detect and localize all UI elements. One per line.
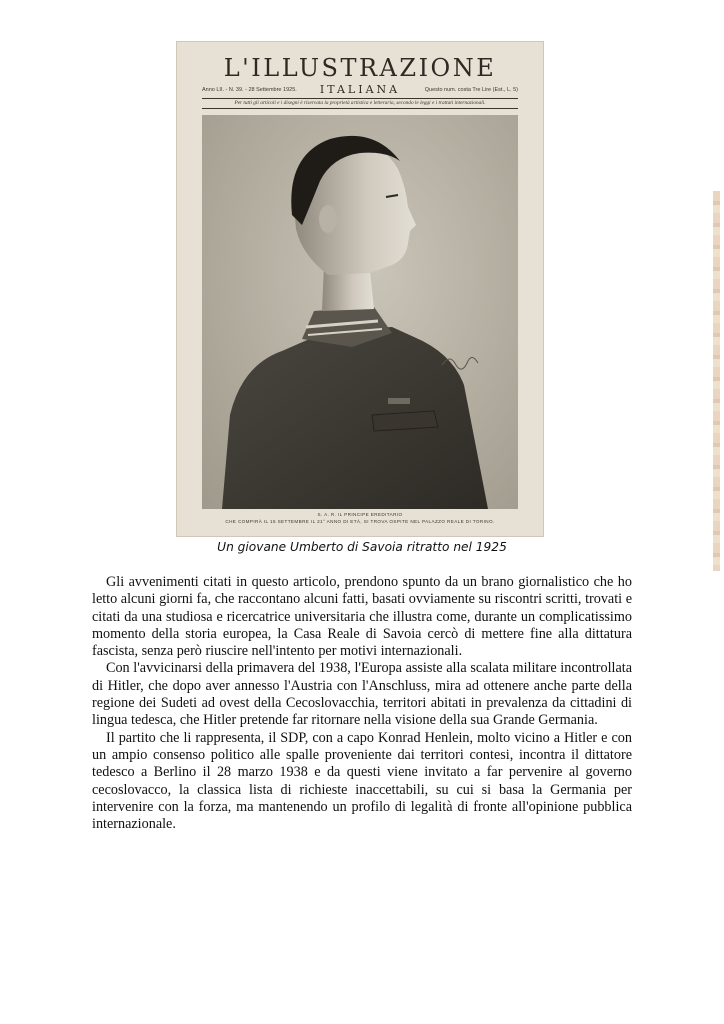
masthead-rule-bottom (202, 108, 518, 109)
article-body (92, 574, 632, 833)
paragraph: Gli avvenimenti citati in questo articolo, prendono spunto da un brano giornalistico che ho letto alcuni giorni fa, che raccontano alcuni fatti, basati ovviamente su riscontri scritti, trovati e citati da una studiosa e ricercatrice universitaria che illustra come, durante un complicatissimo momento della storia europea, la Casa Reale di Savoia cercò di mettere fine alla dittatura fascista, senza però riuscire nell'intento per motivi internazionali. (92, 574, 632, 660)
issue-info-right: Questo num. costa Tre Lire (Est., L. 5) (424, 87, 518, 93)
plate-caption-text: CHE COMPIRÀ IL 15 SETTEMBRE IL 21° ANNO DI ETÀ, SI TROVA OSPITE NEL PALAZZO REALE DI TORINO. (225, 519, 495, 524)
magazine-subtitle: ITALIANA (319, 83, 401, 96)
issue-info-left: Anno LII. - N. 39. - 28 Settembre 1925. (202, 87, 297, 93)
portrait-photo (202, 115, 518, 509)
portrait-illustration (202, 115, 518, 509)
plate-caption (202, 511, 518, 525)
magazine-clipping (176, 41, 544, 537)
plate-caption-title: S. A. R. IL PRINCIPE EREDITARIO (317, 512, 403, 517)
magazine-masthead: L'ILLUSTRAZIONE (223, 54, 497, 82)
paper-edge (713, 191, 720, 571)
paragraph: Con l'avvicinarsi della primavera del 1938, l'Europa assiste alla scalata militare incontrollata di Hitler, che dopo aver annesso l'Austria con l'Anschluss, mira ad ottenere anche parte della regione dei Sudeti ad ovest della Cecoslovacchia, territori abitati in prevalenza da cittadini di lingua tedesca, che Hitler pretende far ritornare nella visione della sua Grande Germania. (92, 660, 632, 729)
paragraph: Il partito che li rappresenta, il SDP, con a capo Konrad Henlein, molto vicino a Hitler e con un ampio consenso politico alle spalle proveniente dai territori contesi, incontra il dittatore tedesco a Berlino il 28 marzo 1938 e da questi viene invitato a far pervenire al governo cecoslovacco, la classica lista di richieste inaccettabili, su cui si basa la Germania per intervenire con la forza, ma mantenendo un profilo di legalità di fronte all'opinione pubblica internazionale. (92, 729, 632, 833)
figure-caption: Un giovane Umberto di Savoia ritratto nel 1925 (217, 540, 507, 554)
rights-notice: Per tutti gli articoli e i disegni è riservata la proprietà artistica e letteraria, secondo le leggi e i trattati internazionali. (234, 100, 486, 106)
